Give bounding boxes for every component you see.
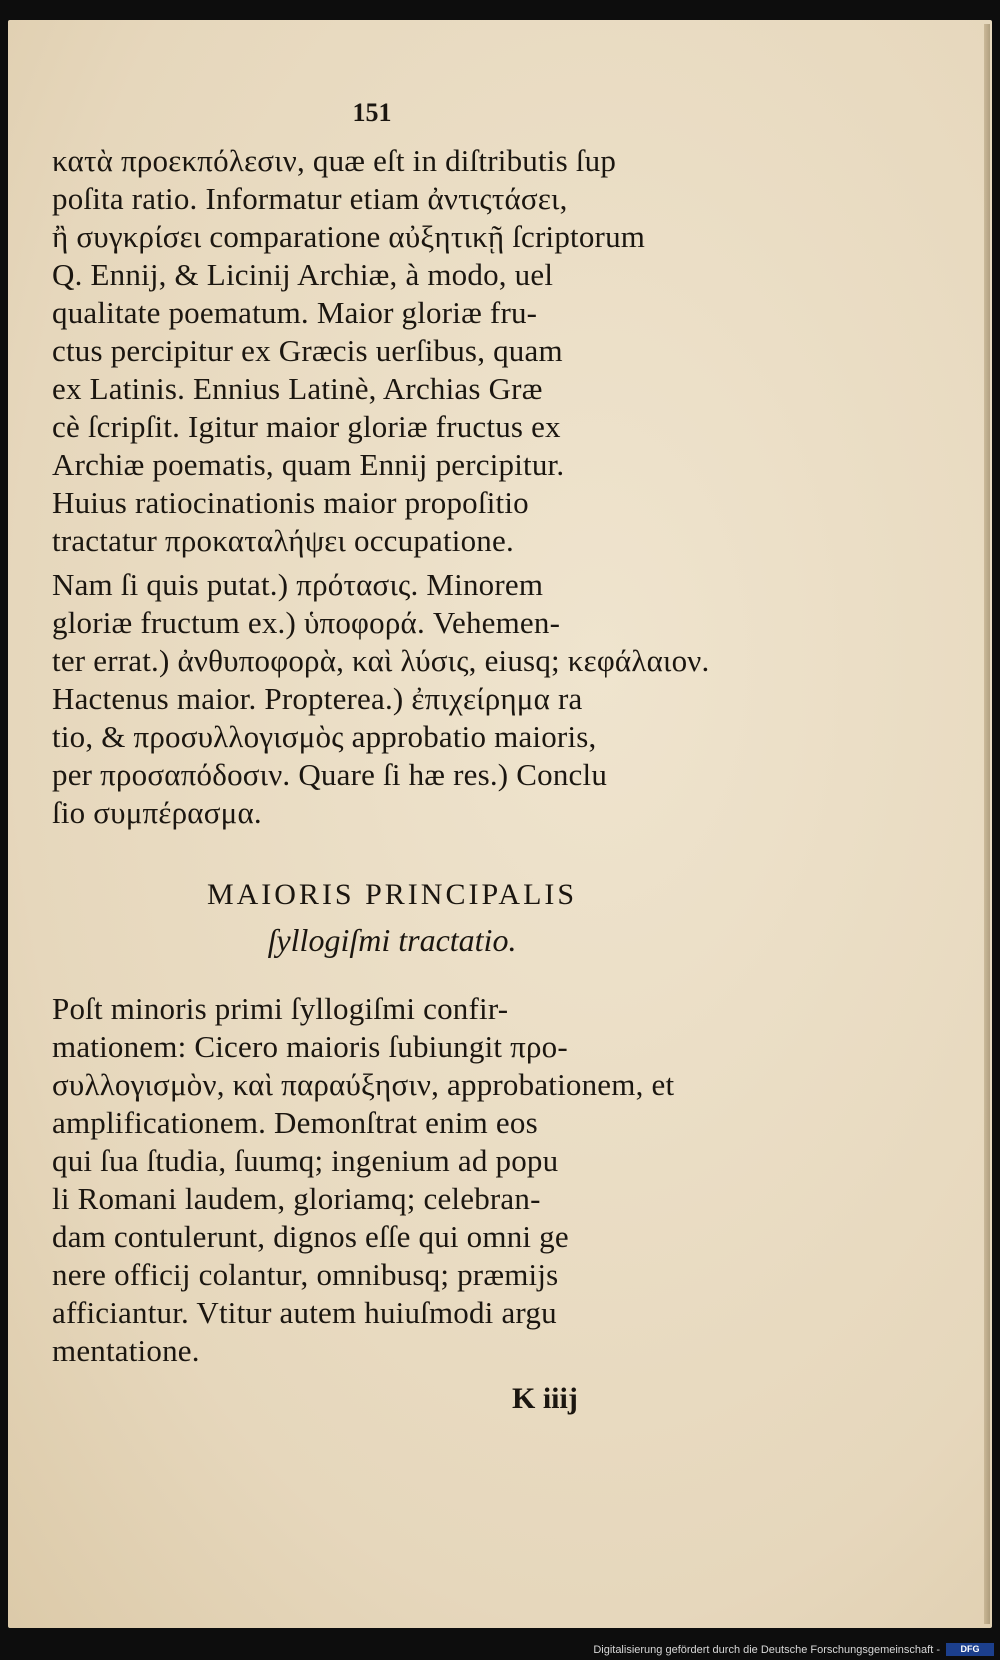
text-line: mentatione. xyxy=(52,1333,200,1368)
text-line: afficiantur. Vtitur autem huiuſmodi argu xyxy=(52,1295,557,1330)
text-line: tio, & προσυλλογισμὸς approbatio maioris, xyxy=(52,719,597,754)
text-line: mationem: Cicero maioris ſubiungit προ- xyxy=(52,1029,568,1064)
text-line: qualitate poematum. Maior gloriæ fru- xyxy=(52,295,538,330)
text-line: nere officij colantur, omnibusq; præmijs xyxy=(52,1257,559,1292)
text-line: dam contulerunt, dignos eſſe qui omni ge xyxy=(52,1219,569,1254)
text-line: ſio συμπέρασμα. xyxy=(52,795,262,830)
text-line: κατὰ προεκπόλεσιν, quæ eſt in diſtributis ſup xyxy=(52,143,617,178)
text-line: per προσαπόδοσιν. Quare ſi hæ res.) Conclu xyxy=(52,757,608,792)
text-line: Q. Ennij, & Licinij Archiæ, à modo, uel xyxy=(52,257,554,292)
text-line: συλλογισμὸν, καὶ παραύξησιν, approbationem, et xyxy=(52,1067,675,1102)
text-line: Archiæ poematis, quam Ennij percipitur. xyxy=(52,447,565,482)
text-line: amplificationem. Demonſtrat enim eos xyxy=(52,1105,538,1140)
page-edge-shadow xyxy=(984,24,990,1624)
folio-number: 151 xyxy=(352,98,392,127)
text-line: Nam ſi quis putat.) πρότασις. Minorem xyxy=(52,567,544,602)
signature-mark: K iiij xyxy=(512,1382,578,1415)
text-line: qui ſua ſtudia, ſuumq; ingenium ad popu xyxy=(52,1143,559,1178)
text-line: poſita ratio. Informatur etiam ἀντιςτάσει, xyxy=(52,181,568,216)
text-line: ex Latinis. Ennius Latinè, Archias Græ xyxy=(52,371,543,406)
text-line: tractatur προκαταλήψει occupatione. xyxy=(52,523,514,558)
text-line: cè ſcripſit. Igitur maior gloriæ fructus ex xyxy=(52,409,561,444)
section-heading: MAIORIS PRINCIPALIS xyxy=(206,878,578,911)
digitization-credit: Digitalisierung gefördert durch die Deutsche Forschungsgemeinschaft - xyxy=(593,1644,940,1656)
section-subheading: ſyllogiſmi tractatio. xyxy=(267,922,517,958)
text-line: Hactenus maior. Propterea.) ἐπιχείρημα ra xyxy=(52,681,583,716)
text-line: Poſt minoris primi ſyllogiſmi confir- xyxy=(52,991,509,1026)
text-line: ἢ συγκρίσει comparatione αὐξητικῇ ſcriptorum xyxy=(52,219,646,254)
text-line: ter errat.) ἀνθυποφορὰ, καὶ λύσις, eiusq; κεφάλαιον. xyxy=(52,643,710,678)
text-line: li Romani laudem, gloriamq; celebran- xyxy=(52,1181,541,1216)
text-line: Huius ratiocinationis maior propoſitio xyxy=(52,485,529,520)
text-line: gloriæ fructum ex.) ὑποφορά. Vehemen- xyxy=(52,605,561,640)
dfg-logo: DFG xyxy=(946,1643,994,1656)
text-line: ctus percipitur ex Græcis uerſibus, quam xyxy=(52,333,563,368)
